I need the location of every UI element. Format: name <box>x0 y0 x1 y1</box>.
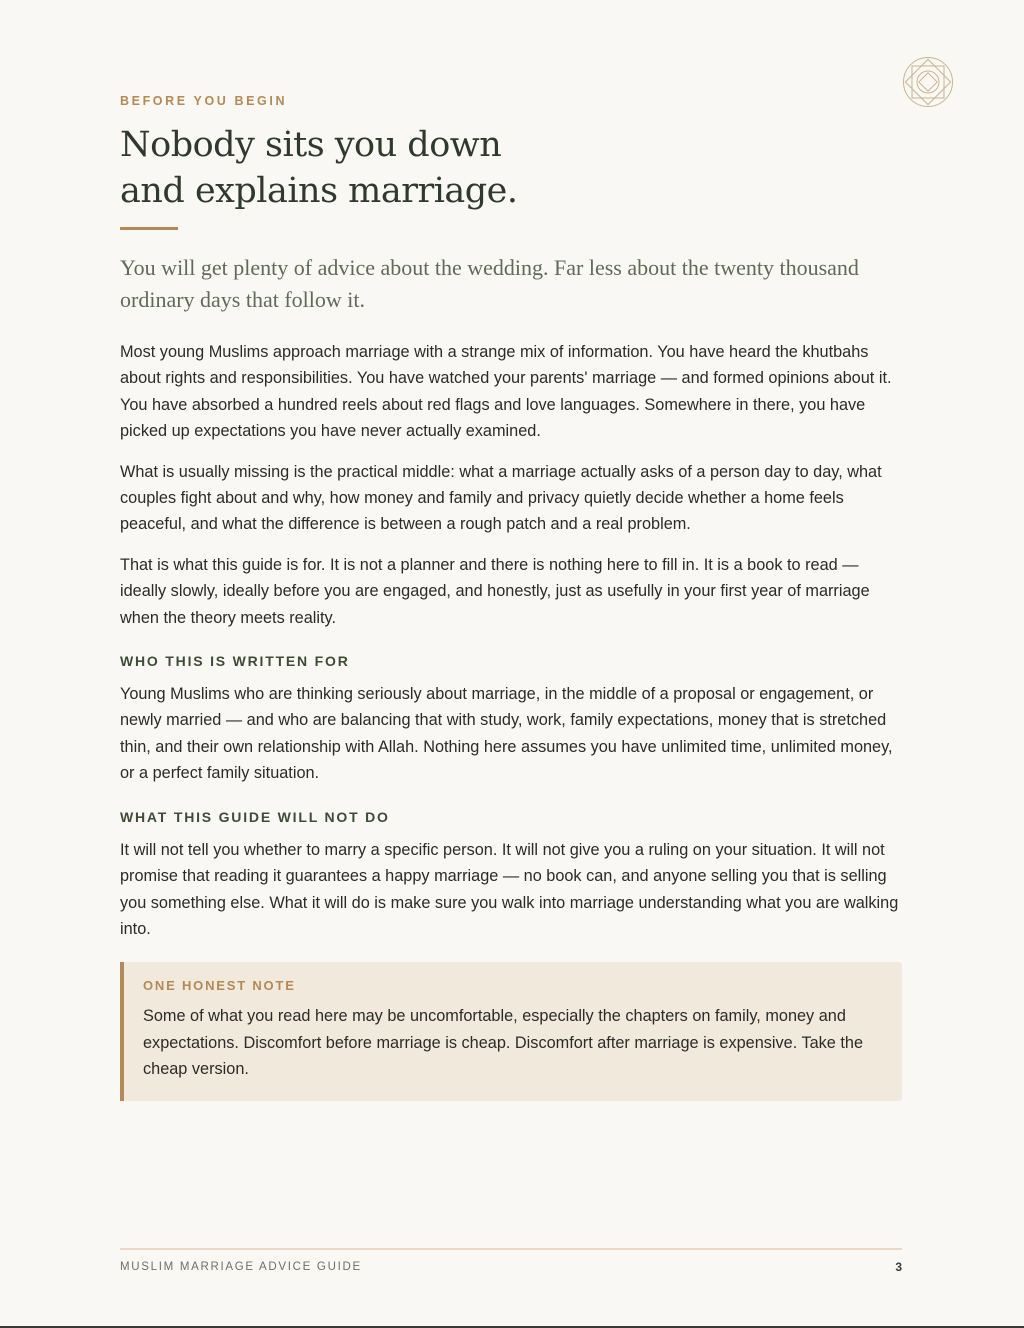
lead-paragraph: You will get plenty of advice about the wedding. Far less about the twenty thousand ordinary days that follow it. <box>120 255 859 312</box>
intro-paragraph: What is usually missing is the practical middle: what a marriage actually asks of a person day to day, what couples fight about and why, how money and family and privacy quietly decide whether a home feels peaceful, and what the difference is between a rough patch and a real problem. <box>120 462 882 534</box>
callout-text: Some of what you read here may be uncomfortable, especially the chapters on family, money and expectations. Discomfort before marriage is cheap. Discomfort after marriage is expensive. Take the cheap version. <box>143 1007 864 1079</box>
section-heading-audience: WHO THIS IS WRITTEN FOR <box>120 653 350 670</box>
section-paragraph-limits: It will not tell you whether to marry a specific person. It will not give you a ruling on your situation. It will not promise that reading it guarantees a happy marriage — no book can, and anyone selling you that is selling you something else. What it will do is make sure you walk into marriage understanding what you are walking into. <box>120 840 899 938</box>
footer-divider <box>120 1248 902 1250</box>
page-title: Nobody sits you down and explains marriage. <box>120 125 518 211</box>
callout-note <box>120 962 902 1100</box>
title-underline <box>120 227 178 230</box>
section-paragraph-audience: Young Muslims who are thinking seriously about marriage, in the middle of a proposal or engagement, or newly married — and who are balancing that with study, work, family expectations, money that is stretched thin, and their own relationship with Allah. Nothing here assumes you have unlimited time, unlimited money, or a perfect family situation. <box>120 685 893 783</box>
section-eyebrow: BEFORE YOU BEGIN <box>120 94 288 108</box>
callout-label: ONE HONEST NOTE <box>143 978 296 994</box>
page-number: 3 <box>895 1260 902 1274</box>
intro-paragraph: Most young Muslims approach marriage with a strange mix of information. You have heard the khutbahs about rights and responsibilities. You have watched your parents' marriage — and formed opinions about it. You have absorbed a hundred reels about red flags and love languages. Somewhere in there, you have picked up expectations you have never actually examined. <box>120 343 892 441</box>
section-heading-limits: WHAT THIS GUIDE WILL NOT DO <box>120 808 390 825</box>
intro-paragraph: That is what this guide is for. It is not a planner and there is nothing here to fill in. It is a book to read — ideally slowly, ideally before you are engaged, and honestly, just as usefully in your first year of marriage when the theory meets reality. <box>120 555 870 627</box>
main-content <box>120 94 902 1101</box>
geometric-rosette-icon <box>902 56 954 108</box>
footer-guide-title: MUSLIM MARRIAGE ADVICE GUIDE <box>120 1261 362 1273</box>
